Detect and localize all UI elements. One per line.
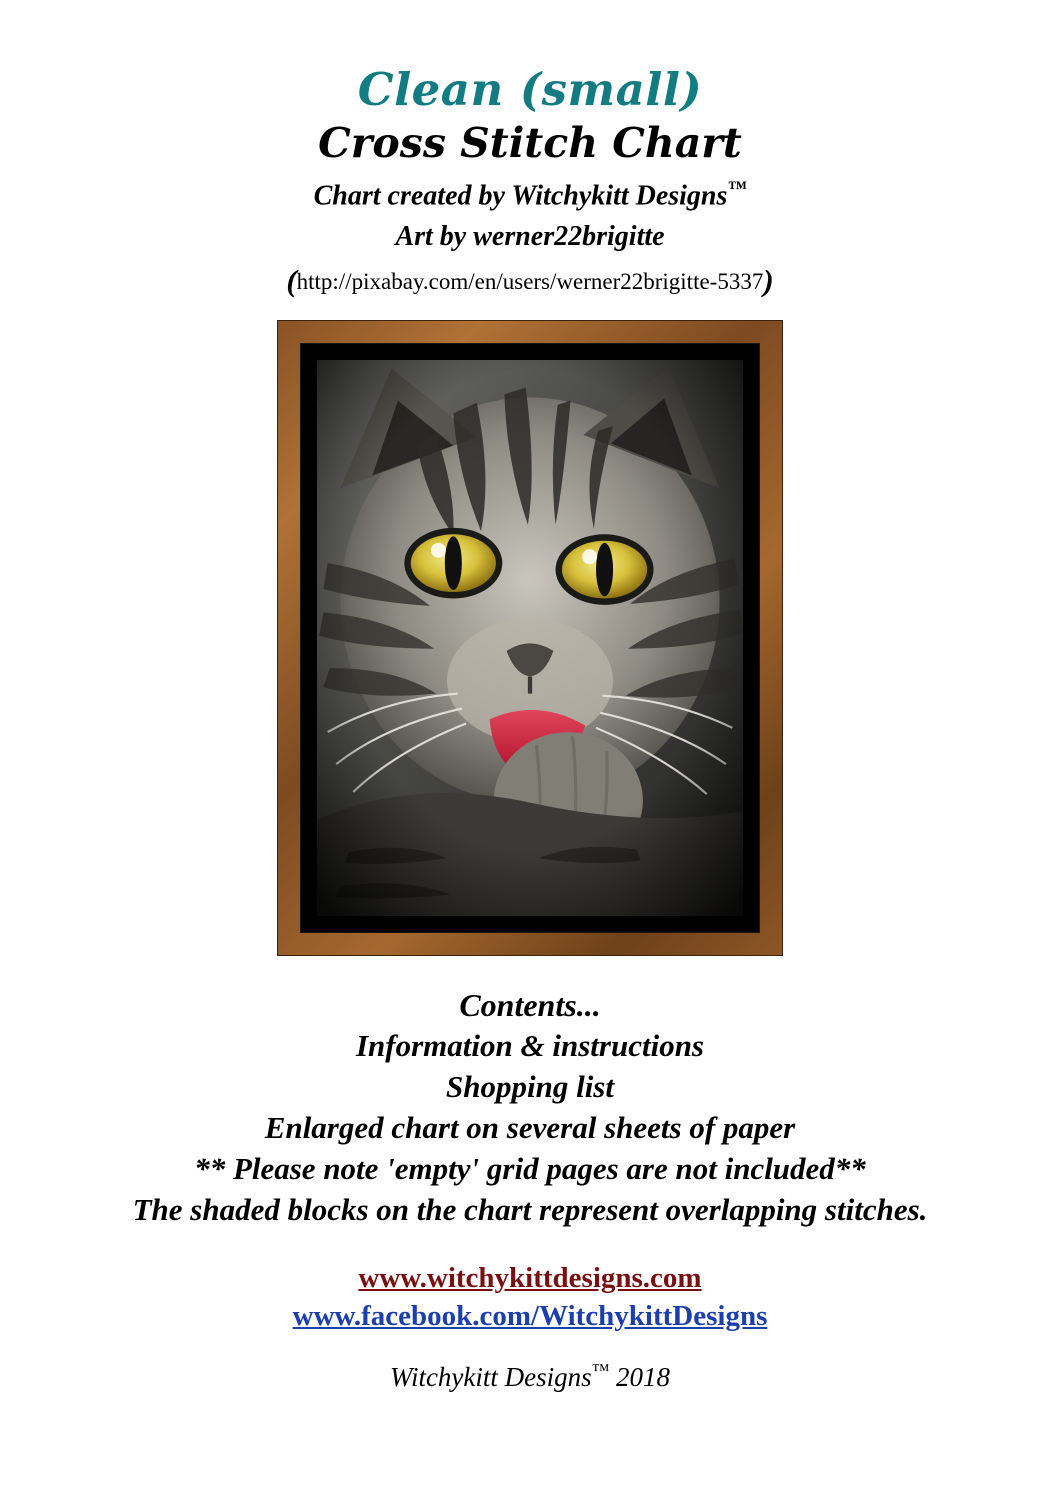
artwork-container [277,320,783,956]
page-title: Clean (small) [357,63,703,116]
copyright-year: 2018 [616,1361,671,1392]
contents-item-information: Information & instructions [355,1027,704,1063]
contents-item-shopping-list: Shopping list [446,1068,614,1104]
contents-note-shaded-blocks: The shaded blocks on the chart represent overlapping stitches. [132,1191,928,1227]
contents-item-enlarged-chart: Enlarged chart on several sheets of paper [264,1109,796,1145]
page-subtitle: Cross Stitch Chart [318,119,742,168]
source-url-line [0,261,1060,301]
picture-mat [300,343,760,933]
document-header [0,0,1060,302]
contents-block [0,984,1060,1231]
trademark-symbol: ™ [727,178,747,200]
paren-close: ) [763,263,774,299]
copyright-trademark-symbol: ™ [591,1359,610,1380]
copyright-footer [0,1360,1060,1393]
paren-open: ( [286,263,297,299]
cat-illustration-svg [317,360,743,916]
facebook-link[interactable]: www.facebook.com/WitchykittDesigns [292,1300,768,1333]
source-url[interactable]: http://pixabay.com/en/users/werner22brigitte-5337 [296,269,764,295]
website-link[interactable]: www.witchykittdesigns.com [358,1262,702,1295]
cat-artwork-image [317,360,743,916]
picture-frame [277,320,783,956]
credit-chart-text: Chart created by Witchykitt Designs [313,180,728,212]
contents-note-empty-grid: ** Please note 'empty' grid pages are not included** [194,1150,866,1186]
copyright-text: Witchykitt Designs [389,1361,592,1392]
credit-artist: Art by werner22brigitte [395,220,665,252]
credit-chart-creator [0,176,1060,215]
links-block [0,1260,1060,1335]
contents-heading: Contents... [459,986,601,1023]
